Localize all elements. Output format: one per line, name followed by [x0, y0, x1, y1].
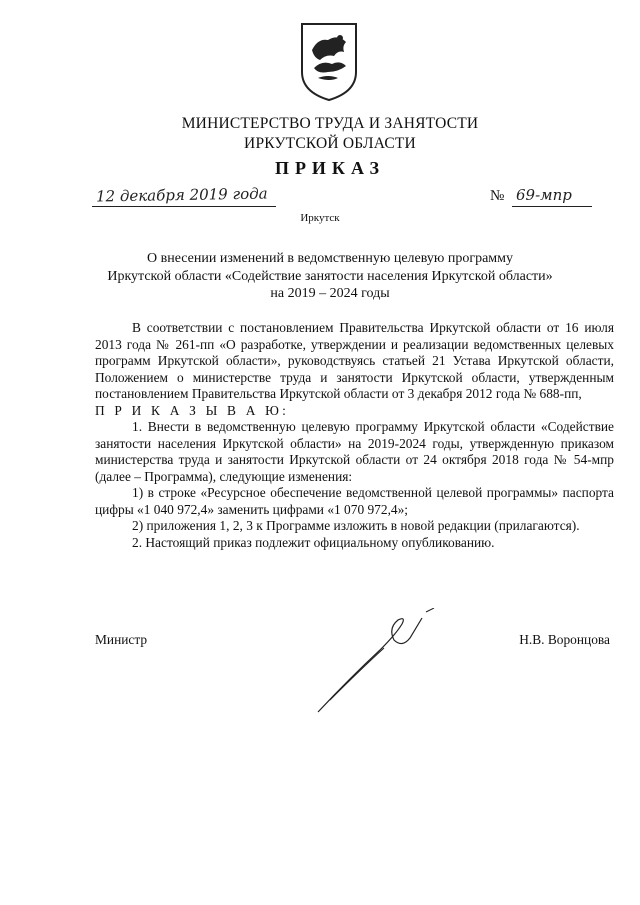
order-item-1: 1. Внести в ведомственную целевую программу Иркутской области «Содействие занятости населения Иркутской области» на 2019-2024 годы, утвержденную приказом министерства труда и занятости Иркутской области от 24 октября 2018 года № 54-мпр (далее – Программа), следующие изменения:: [95, 419, 614, 484]
order-subject: [100, 250, 560, 303]
order-item-2: 2. Настоящий приказ подлежит официальному опубликованию.: [132, 534, 495, 550]
city-label: Иркутск: [300, 212, 340, 224]
signatory-name: Н.В. Воронцова: [519, 632, 610, 647]
subject-line3: на 2019 – 2024 годы: [270, 286, 390, 301]
document-type-title: ПРИКАЗ: [274, 158, 386, 178]
order-number: [490, 186, 600, 210]
number-sign: №: [490, 188, 505, 204]
order-number-handwritten: 69-мпр: [516, 186, 572, 204]
irkutsk-coat-of-arms-icon: [298, 20, 360, 104]
order-item-1-sub-1: 1) в строке «Ресурсное обеспечение ведомственной целевой программы» паспорта цифры «1 040 972,4» заменить цифрами «1 070 972,4»;: [95, 485, 614, 517]
ministry-name-line2: ИРКУТСКОЙ ОБЛАСТИ: [244, 135, 416, 152]
handwritten-signature: [310, 608, 440, 718]
subject-line2: Иркутской области «Содействие занятости населения Иркутской области»: [107, 268, 553, 284]
signatory-position: Министр: [95, 632, 148, 647]
subject-line1: О внесении изменений в ведомственную целевую программу: [147, 251, 513, 266]
order-date: [92, 186, 282, 210]
date-underline: [92, 206, 276, 207]
order-body: [95, 320, 614, 551]
order-item-1-sub-2: 2) приложения 1, 2, 3 к Программе изложить в новой редакции (прилагаются).: [132, 518, 580, 533]
order-date-handwritten: 12 декабря 2019 года: [95, 184, 268, 206]
number-underline: [512, 206, 592, 207]
order-directive-word: П Р И К А З Ы В А Ю:: [95, 402, 289, 418]
preamble-paragraph: В соответствии с постановлением Правительства Иркутской области от 16 июля 2013 года № 261-пп «О разработке, утверждении и реализации ведомственных целевых программ Иркутской области», руководствуясь статьей 21 Устава Иркутской области, Положением о министерстве труда и занятости Иркутской области, утвержденным постановлением Правительства Иркутской области от 3 декабря 2012 года № 688-пп,: [95, 320, 614, 401]
ministry-name: [120, 114, 540, 154]
ministry-name-line1: МИНИСТЕРСТВО ТРУДА И ЗАНЯТОСТИ: [181, 115, 479, 132]
